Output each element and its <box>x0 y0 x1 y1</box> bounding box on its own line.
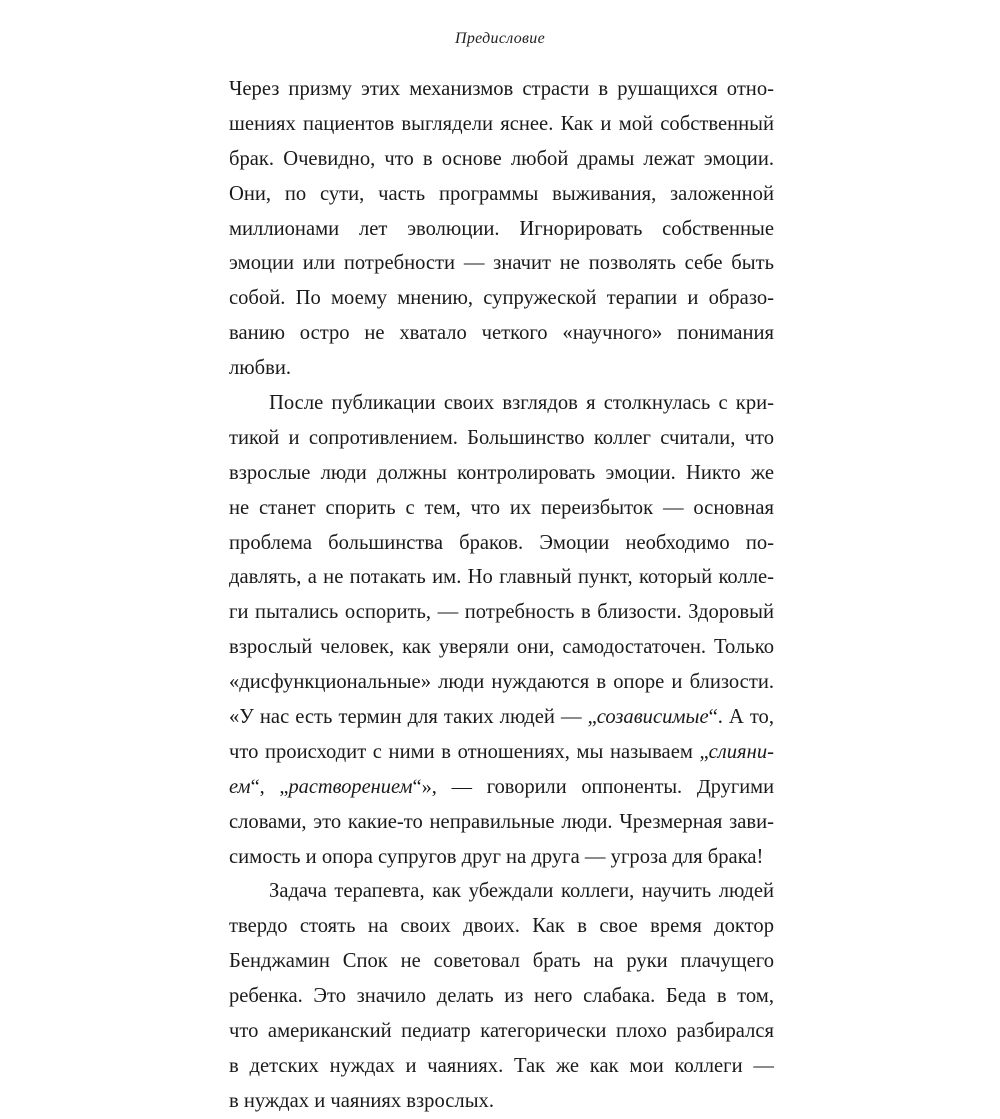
text-line <box>229 770 774 805</box>
text-line <box>229 979 774 1014</box>
text-segment: “, „ <box>250 775 289 798</box>
text-segment: брак. Очевидно, что в основе любой драмы лежат эмоции. <box>229 147 774 170</box>
text-line <box>229 456 774 491</box>
text-line <box>229 1049 774 1084</box>
text-line <box>229 72 774 107</box>
text-line <box>229 700 774 735</box>
text-segment: Через призму этих механизмов страсти в рушащихся отно- <box>229 78 774 100</box>
text-segment: тикой и сопротивлением. Большинство коллег считали, что <box>229 426 774 449</box>
text-line <box>229 840 774 875</box>
italic-term: слияни- <box>708 740 774 763</box>
text-line <box>229 560 774 595</box>
text-segment: взрослые люди должны контролировать эмоции. Никто же <box>229 461 774 484</box>
text-line <box>229 351 774 386</box>
text-line <box>229 142 774 177</box>
text-line <box>229 1014 774 1049</box>
text-segment: “», — говорили оппоненты. Другими <box>412 775 774 798</box>
text-segment: «дисфункциональные» люди нуждаются в опоре и близости. <box>229 671 774 694</box>
text-segment: эмоции или потребности — значит не позволять себе быть <box>229 252 774 275</box>
text-line <box>229 421 774 456</box>
text-line <box>229 177 774 212</box>
italic-term: ем <box>229 775 251 798</box>
text-line <box>229 246 774 281</box>
text-segment: в нуждах и чаяниях взрослых. <box>229 1089 494 1112</box>
text-segment: симость и опора супругов друг на друга — угроза для брака! <box>229 845 764 868</box>
text-segment: в детских нуждах и чаяниях. Так же как мои коллеги — <box>229 1054 774 1077</box>
paragraph-first-line <box>229 386 774 421</box>
text-segment: ребенка. Это значило делать из него слабака. Беда в том, <box>229 985 774 1008</box>
text-segment: что американский педиатр категорически плохо разбирался <box>229 1020 774 1043</box>
text-line <box>229 805 774 840</box>
text-segment: словами, это какие-то неправильные люди. Чрезмерная зави- <box>229 810 774 833</box>
text-segment: собой. По моему мнению, супружеской терапии и образо- <box>229 287 774 310</box>
text-segment: что происходит с ними в отношениях, мы называем „ <box>229 740 709 763</box>
text-line <box>229 1084 774 1119</box>
text-line <box>229 526 774 561</box>
text-segment: ги пытались оспорить, — потребность в близости. Здоровый <box>229 601 774 624</box>
italic-term: растворением <box>288 775 413 798</box>
text-segment: проблема большинства браков. Эмоции необходимо по- <box>229 531 774 554</box>
text-segment: шениях пациентов выглядели яснее. Как и мой собственный <box>229 112 774 135</box>
text-line <box>229 107 774 142</box>
body-text <box>229 72 774 1119</box>
text-line <box>229 735 774 770</box>
text-line <box>229 212 774 247</box>
text-segment: любви. <box>229 357 292 380</box>
running-head: Предисловие <box>455 30 545 47</box>
text-segment: После публикации своих взглядов я столкнулась с кри- <box>269 392 774 415</box>
text-line <box>229 630 774 665</box>
text-segment: давлять, а не потакать им. Но главный пункт, который колле- <box>229 566 774 589</box>
text-line <box>229 491 774 526</box>
text-segment: твердо стоять на своих двоих. Как в свое время доктор <box>229 915 774 938</box>
text-segment: “. А то, <box>708 706 774 729</box>
paragraph-first-line <box>229 874 774 909</box>
text-segment: Они, по сути, часть программы выживания, заложенной <box>229 182 774 205</box>
text-segment: Бенджамин Спок не советовал брать на руки плачущего <box>229 950 774 973</box>
italic-term: созависимые <box>596 706 709 729</box>
text-segment: миллионами лет эволюции. Игнорировать собственные <box>229 217 774 240</box>
text-segment: не станет спорить с тем, что их переизбыток — основная <box>229 496 774 519</box>
text-line <box>229 909 774 944</box>
text-segment: Задача терапевта, как убеждали коллеги, научить людей <box>269 880 774 903</box>
text-segment: взрослый человек, как уверяли они, самодостаточен. Только <box>229 636 774 659</box>
text-segment: ванию остро не хватало четкого «научного» понимания <box>229 322 774 345</box>
text-line <box>229 944 774 979</box>
text-line <box>229 316 774 351</box>
text-segment: «У нас есть термин для таких людей — „ <box>229 706 597 729</box>
text-line <box>229 665 774 700</box>
text-line <box>229 281 774 316</box>
text-line <box>229 595 774 630</box>
